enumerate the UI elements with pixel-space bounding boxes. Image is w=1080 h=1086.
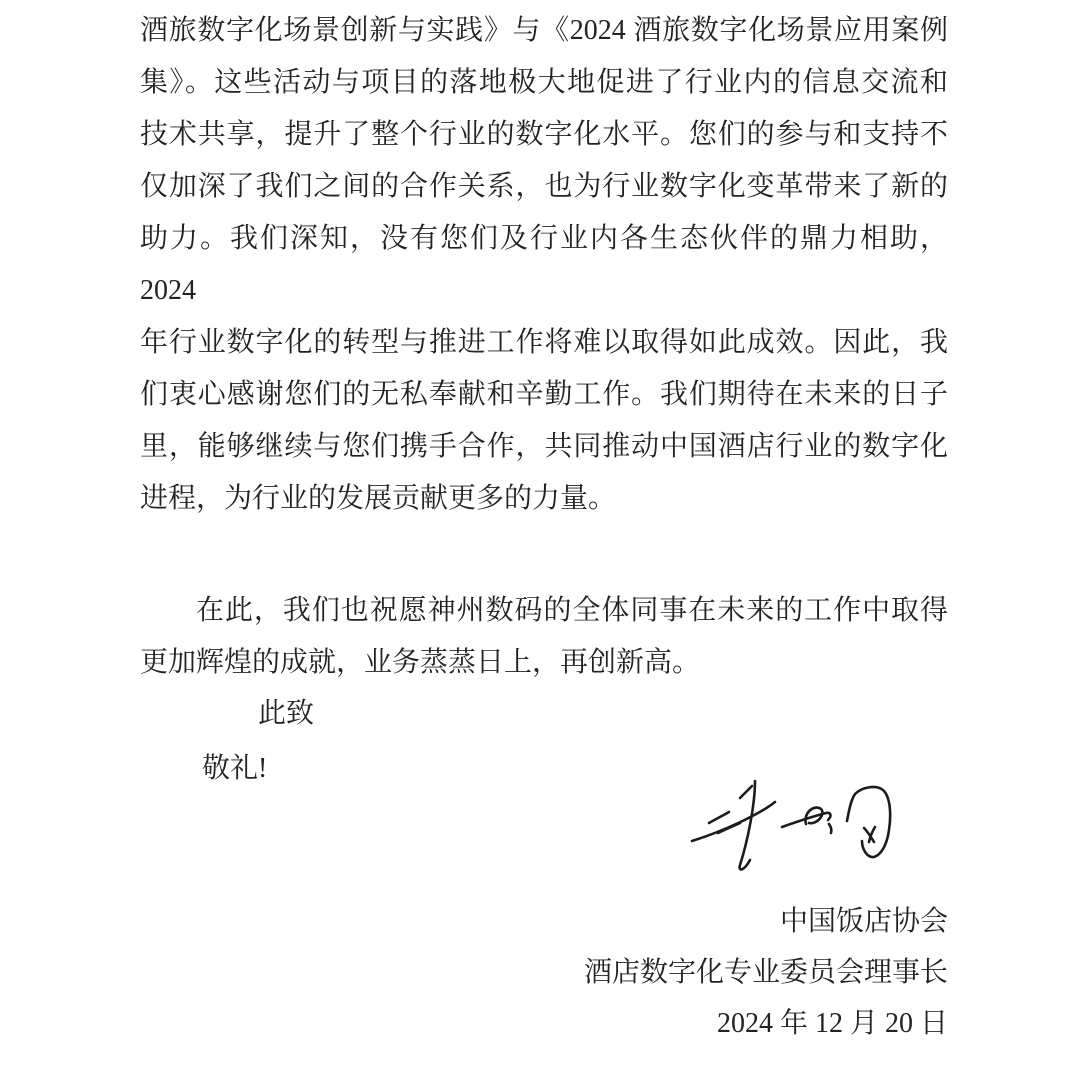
handwritten-signature-icon xyxy=(678,764,896,892)
paragraph-line: 更加辉煌的成就，业务蒸蒸日上，再创新高。 xyxy=(140,647,701,678)
paragraph-line: 集》。这些活动与项目的落地极大地促进了行业内的信息交流和 xyxy=(140,67,948,98)
paragraph-line: 在此，我们也祝愿神州数码的全体同事在未来的工作中取得 xyxy=(196,595,948,626)
letter-body xyxy=(140,5,948,689)
signer-title: 酒店数字化专业委员会理事长 xyxy=(583,957,948,988)
org-name: 中国饭店协会 xyxy=(779,906,948,937)
paragraph-line: 技术共享，提升了整个行业的数字化水平。您们的参与和支持不 xyxy=(140,119,948,150)
paragraph-line: 进程，为行业的发展贡献更多的力量。 xyxy=(140,483,617,514)
signature-footer xyxy=(584,896,948,1049)
paragraph-1 xyxy=(140,5,948,525)
paragraph-line: 里，能够继续与您们携手合作，共同推动中国酒店行业的数字化 xyxy=(140,431,948,462)
signature-block xyxy=(678,764,896,892)
paragraph-line: 们衷心感谢您们的无私奉献和辛勤工作。我们期待在未来的日子 xyxy=(140,379,948,410)
closing-salute-lead: 此致 xyxy=(258,698,315,729)
letter-date: 2024 年 12 月 20 日 xyxy=(716,1008,948,1039)
paragraph-line: 仅加深了我们之间的合作关系，也为行业数字化变革带来了新的 xyxy=(140,171,948,202)
closing-salute: 敬礼! xyxy=(202,753,268,784)
paragraph-2 xyxy=(140,585,948,689)
paragraph-line: 酒旅数字化场景创新与实践》与《2024 酒旅数字化场景应用案例 xyxy=(140,15,948,46)
paragraph-line: 助力。我们深知，没有您们及行业内各生态伙伴的鼎力相助，2024 xyxy=(140,223,948,306)
paragraph-line: 年行业数字化的转型与推进工作将难以取得如此成效。因此，我 xyxy=(140,327,948,358)
